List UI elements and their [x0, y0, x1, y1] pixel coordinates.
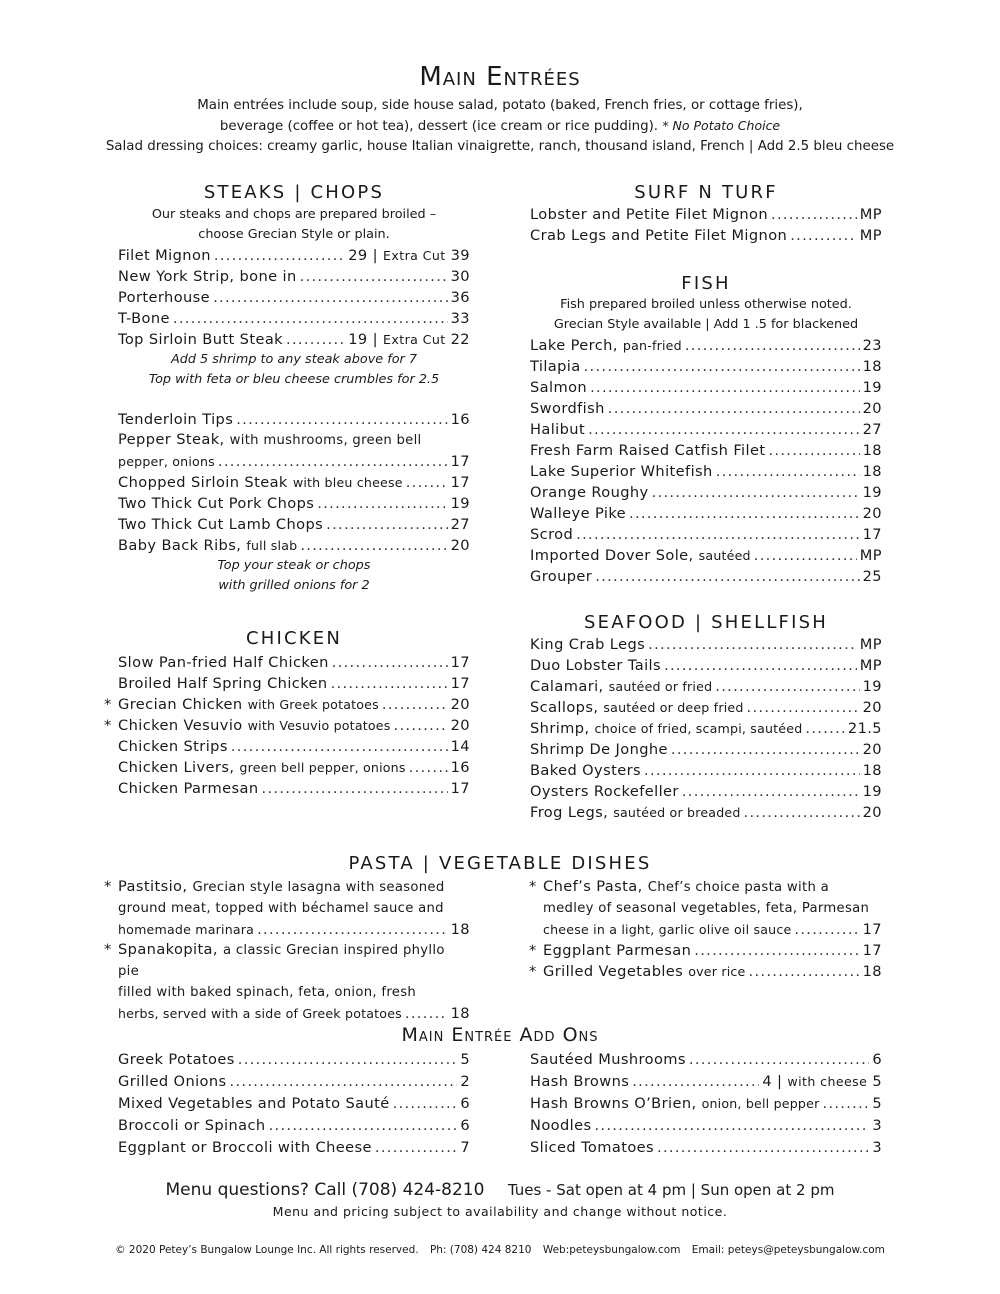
menu-item: Chicken Strips ..... 14 [118, 736, 470, 757]
surf-section [530, 182, 882, 246]
menu-item: Salmon ..... 19 [530, 377, 882, 398]
page-title: Main Entrées [419, 62, 581, 92]
menu-item: Slow Pan-fried Half Chicken ..... 17 [118, 652, 470, 673]
menu-item: Lobster and Petite Filet Mignon ..... MP [530, 204, 882, 225]
menu-item: Hash Browns ..... 4 | with cheese 5 [530, 1071, 882, 1093]
section-title: FISH [681, 273, 731, 294]
menu-item: * Eggplant Parmesan ..... 17 [543, 940, 882, 961]
menu-item: New York Strip, bone in ..... 30 [118, 266, 470, 287]
menu-item: Tenderloin Tips ..... 16 [118, 409, 470, 430]
section-title: PASTA | VEGETABLE DISHES [348, 853, 652, 874]
phone-text[interactable]: Menu questions? Call (708) 424-8210 [165, 1180, 485, 1200]
menu-item: Eggplant or Broccoli with Cheese ..... 7 [118, 1137, 470, 1159]
menu-item: Swordfish ..... 20 [530, 398, 882, 419]
pasta-left [118, 877, 470, 1024]
copyright: © 2020 Petey’s Bungalow Lounge Inc. All rights reserved. [115, 1244, 419, 1256]
section-note: Fish prepared broiled unless otherwise noted. [560, 297, 852, 312]
menu-item: Chicken Livers, green bell pepper, onions ..... 16 [118, 757, 470, 778]
menu-item: * Spanakopita, a classic Grecian inspired phyllo pie [118, 940, 470, 982]
menu-item: Scrod ..... 17 [530, 524, 882, 545]
menu-item: Scallops, sautéed or deep fried ..... 20 [530, 697, 882, 718]
menu-item: Filet Mignon ..... 29 | Extra Cut 39 [118, 245, 470, 266]
menu-item: Imported Dover Sole, sautéed ..... MP [530, 545, 882, 566]
menu-item-cont: homemade marinara ..... 18 [118, 919, 470, 940]
menu-item: Greek Potatoes ..... 5 [118, 1049, 470, 1071]
section-title: STEAKS | CHOPS [203, 182, 385, 203]
menu-item: * Chef’s Pasta, Chef’s choice pasta with a [543, 877, 882, 898]
menu-item: Shrimp De Jonghe ..... 20 [530, 739, 882, 760]
menu-item: Chopped Sirloin Steak with bleu cheese ..... 17 [118, 472, 470, 493]
menu-item: Pepper Steak, with mushrooms, green bell [118, 431, 422, 448]
menu-item-cont: herbs, served with a side of Greek potatoes ..... 18 [118, 1003, 470, 1024]
menu-item: Mixed Vegetables and Potato Sauté ..... 6 [118, 1093, 470, 1115]
menu-item-cont: medley of seasonal vegetables, feta, Parmesan [543, 901, 870, 916]
menu-item-cont: cheese in a light, garlic olive oil sauce ..... 17 [543, 919, 882, 940]
menu-item: * Chicken Vesuvio with Vesuvio potatoes ..... 20 [118, 715, 470, 736]
menu-item: * Pastitsio, Grecian style lasagna with seasoned [118, 877, 470, 898]
contact-line [0, 1180, 1000, 1200]
menu-item: Baked Oysters ..... 18 [530, 760, 882, 781]
menu-item: Duo Lobster Tails ..... MP [530, 655, 882, 676]
menu-item: Sliced Tomatoes ..... 3 [530, 1137, 882, 1159]
intro-line: beverage (coffee or hot tea), dessert (ice cream or rice pudding). * No Potato Choice [219, 118, 781, 134]
menu-item: Top Sirloin Butt Steak ..... 19 | Extra Cut 22 [118, 329, 470, 350]
intro [0, 96, 1000, 157]
menu-item: Hash Browns O’Brien, onion, bell pepper ..... 5 [530, 1093, 882, 1115]
menu-item: Frog Legs, sautéed or breaded ..... 20 [530, 802, 882, 823]
menu-item: Shrimp, choice of fried, scampi, sautéed ..... 21.5 [530, 718, 882, 739]
addon-note: Top your steak or chops [217, 558, 371, 573]
menu-item: Lake Perch, pan-fried ..... 23 [530, 335, 882, 356]
section-title: Main Entrée Add Ons [401, 1024, 599, 1046]
footer [0, 1244, 1000, 1256]
hours-text: Tues - Sat open at 4 pm | Sun open at 2 pm [507, 1181, 835, 1199]
addon-note: Top with feta or bleu cheese crumbles for 2.5 [148, 372, 440, 387]
no-potato-note: * No Potato Choice [662, 118, 781, 133]
section-note: Grecian Style available | Add 1 .5 for blackened [553, 317, 859, 332]
menu-item: Orange Roughy ..... 19 [530, 482, 882, 503]
intro-line: Salad dressing choices: creamy garlic, house Italian vinaigrette, ranch, thousand island, French | Add 2.5 bleu cheese [105, 139, 895, 154]
menu-item: Lake Superior Whitefish ..... 18 [530, 461, 882, 482]
menu-item-cont: pepper, onions ..... 17 [118, 451, 470, 472]
addons-section [0, 1024, 1000, 1046]
menu-item: Grilled Onions ..... 2 [118, 1071, 470, 1093]
menu-item: Grouper ..... 25 [530, 566, 882, 587]
menu-item: Baby Back Ribs, full slab ..... 20 [118, 535, 470, 556]
menu-item: Two Thick Cut Lamb Chops ..... 27 [118, 514, 470, 535]
menu-item-cont: ground meat, topped with béchamel sauce and [118, 901, 444, 916]
menu-item: King Crab Legs ..... MP [530, 634, 882, 655]
addon-note: with grilled onions for 2 [218, 578, 370, 593]
disclaimer: Menu and pricing subject to availability and change without notice. [272, 1204, 728, 1219]
fish-section [530, 273, 882, 587]
menu-item: * Grilled Vegetables over rice ..... 18 [543, 961, 882, 982]
pasta-section [0, 853, 1000, 875]
menu-item: Noodles ..... 3 [530, 1115, 882, 1137]
menu-item: Oysters Rockefeller ..... 19 [530, 781, 882, 802]
pasta-right [543, 877, 882, 982]
menu-item: Broccoli or Spinach ..... 6 [118, 1115, 470, 1137]
menu-item: Fresh Farm Raised Catfish Filet ..... 18 [530, 440, 882, 461]
menu-item: Walleye Pike ..... 20 [530, 503, 882, 524]
menu-item: Tilapia ..... 18 [530, 356, 882, 377]
steaks-section [118, 182, 470, 596]
addons-right [530, 1049, 882, 1159]
menu-item: Halibut ..... 27 [530, 419, 882, 440]
menu-item: Chicken Parmesan ..... 17 [118, 778, 470, 799]
menu-item: Two Thick Cut Pork Chops ..... 19 [118, 493, 470, 514]
menu-item: Calamari, sautéed or fried ..... 19 [530, 676, 882, 697]
footer-web[interactable]: Web:peteysbungalow.com [542, 1244, 681, 1256]
menu-item: Sautéed Mushrooms ..... 6 [530, 1049, 882, 1071]
footer-phone: Ph: (708) 424 8210 [429, 1244, 532, 1256]
addons-left [118, 1049, 470, 1159]
menu-item: T-Bone ..... 33 [118, 308, 470, 329]
menu-item: Porterhouse ..... 36 [118, 287, 470, 308]
menu-item: * Grecian Chicken with Greek potatoes ..... 20 [118, 694, 470, 715]
footer-email[interactable]: Email: peteys@peteysbungalow.com [691, 1244, 885, 1256]
section-title: CHICKEN [245, 628, 343, 649]
menu-item: Crab Legs and Petite Filet Mignon ..... MP [530, 225, 882, 246]
section-note: Our steaks and chops are prepared broiled – [151, 207, 437, 222]
addon-note: Add 5 shrimp to any steak above for 7 [170, 352, 418, 367]
section-title: SEAFOOD | SHELLFISH [584, 612, 828, 633]
seafood-section [530, 612, 882, 823]
menu-item-cont: filled with baked spinach, feta, onion, fresh [118, 985, 417, 1000]
section-title: SURF N TURF [634, 182, 778, 203]
menu-item: Broiled Half Spring Chicken ..... 17 [118, 673, 470, 694]
chicken-section [118, 628, 470, 799]
section-note: choose Grecian Style or plain. [198, 227, 390, 242]
intro-line: Main entrées include soup, side house salad, potato (baked, French fries, or cottage fries), [197, 98, 803, 113]
